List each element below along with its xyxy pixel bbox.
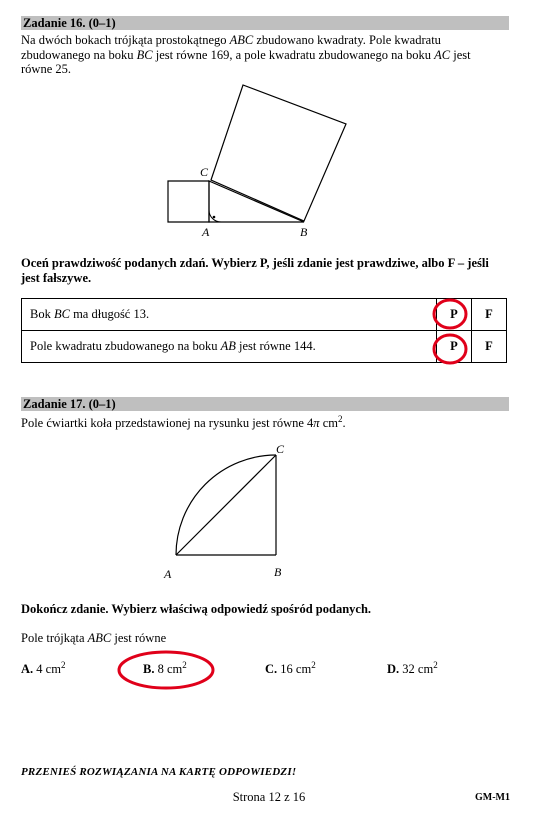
label-c: C (276, 442, 285, 456)
label-c: C (200, 165, 209, 179)
option-p-1[interactable]: P (437, 299, 472, 331)
label-a: A (202, 225, 210, 239)
task17-figure (160, 440, 300, 585)
task17-header: Zadanie 17. (0–1) (21, 397, 509, 411)
statement-1: Bok BC ma długość 13. (22, 299, 437, 331)
task17-stem: Pole trójkąta ABC jest równe (21, 631, 167, 645)
answer-mark-task17 (114, 648, 218, 694)
label-b: B (300, 225, 308, 239)
mark-circle-1 (434, 300, 466, 328)
exam-code: GM-M1 (475, 792, 510, 803)
option-f-1[interactable]: F (472, 299, 507, 331)
option-c[interactable]: C. 16 $cm^2$ (265, 660, 316, 677)
answer-marks-task16 (430, 296, 470, 368)
triangle-abc (209, 181, 304, 222)
task17-intro: Pole ćwiartki koła przedstawionej na rysunku jest równe 4π $cm^2$. (21, 414, 346, 431)
right-angle-mark (209, 210, 221, 222)
mark-circle-b (119, 652, 213, 688)
label-b: B (274, 565, 282, 579)
option-d[interactable]: D. 32 $cm^2$ (387, 660, 438, 677)
option-f-2[interactable]: F (472, 331, 507, 363)
task16-figure (150, 80, 360, 240)
option-p-2[interactable]: P (437, 331, 472, 363)
square-ac (168, 181, 209, 222)
task16-instruction: Oceń prawdziwość podanych zdań. Wybierz P, jeśli zdanie jest prawdziwe, albo F – jeśli jest fałszywe. (21, 256, 489, 285)
side-ac (176, 455, 276, 555)
task17-instruction: Dokończ zdanie. Wybierz właściwą odpowiedź spośród podanych. (21, 602, 372, 616)
statement-2: Pole kwadratu zbudowanego na boku AB jest równe 144. (22, 331, 437, 363)
option-a[interactable]: A. 4 $cm^2$ (21, 660, 66, 677)
mark-circle-2 (434, 335, 466, 363)
label-a: A (164, 567, 172, 581)
page-number: Strona 12 z 16 (232, 790, 306, 804)
task16-intro: Na dwóch bokach trójkąta prostokątnego ABC zbudowano kwadraty. Pole kwadratu zbudowanego na boku BC jest równe 169, a pole kwadratu zbudowanego na boku AC jest równe 25. (21, 33, 471, 76)
option-b[interactable]: B. 8 $cm^2$ (143, 660, 187, 677)
footer-note: PRZENIEŚ ROZWIĄZANIA NA KARTĘ ODPOWIEDZI! (21, 766, 297, 778)
square-bc (211, 85, 346, 221)
task16-header: Zadanie 16. (0–1) (21, 16, 509, 30)
